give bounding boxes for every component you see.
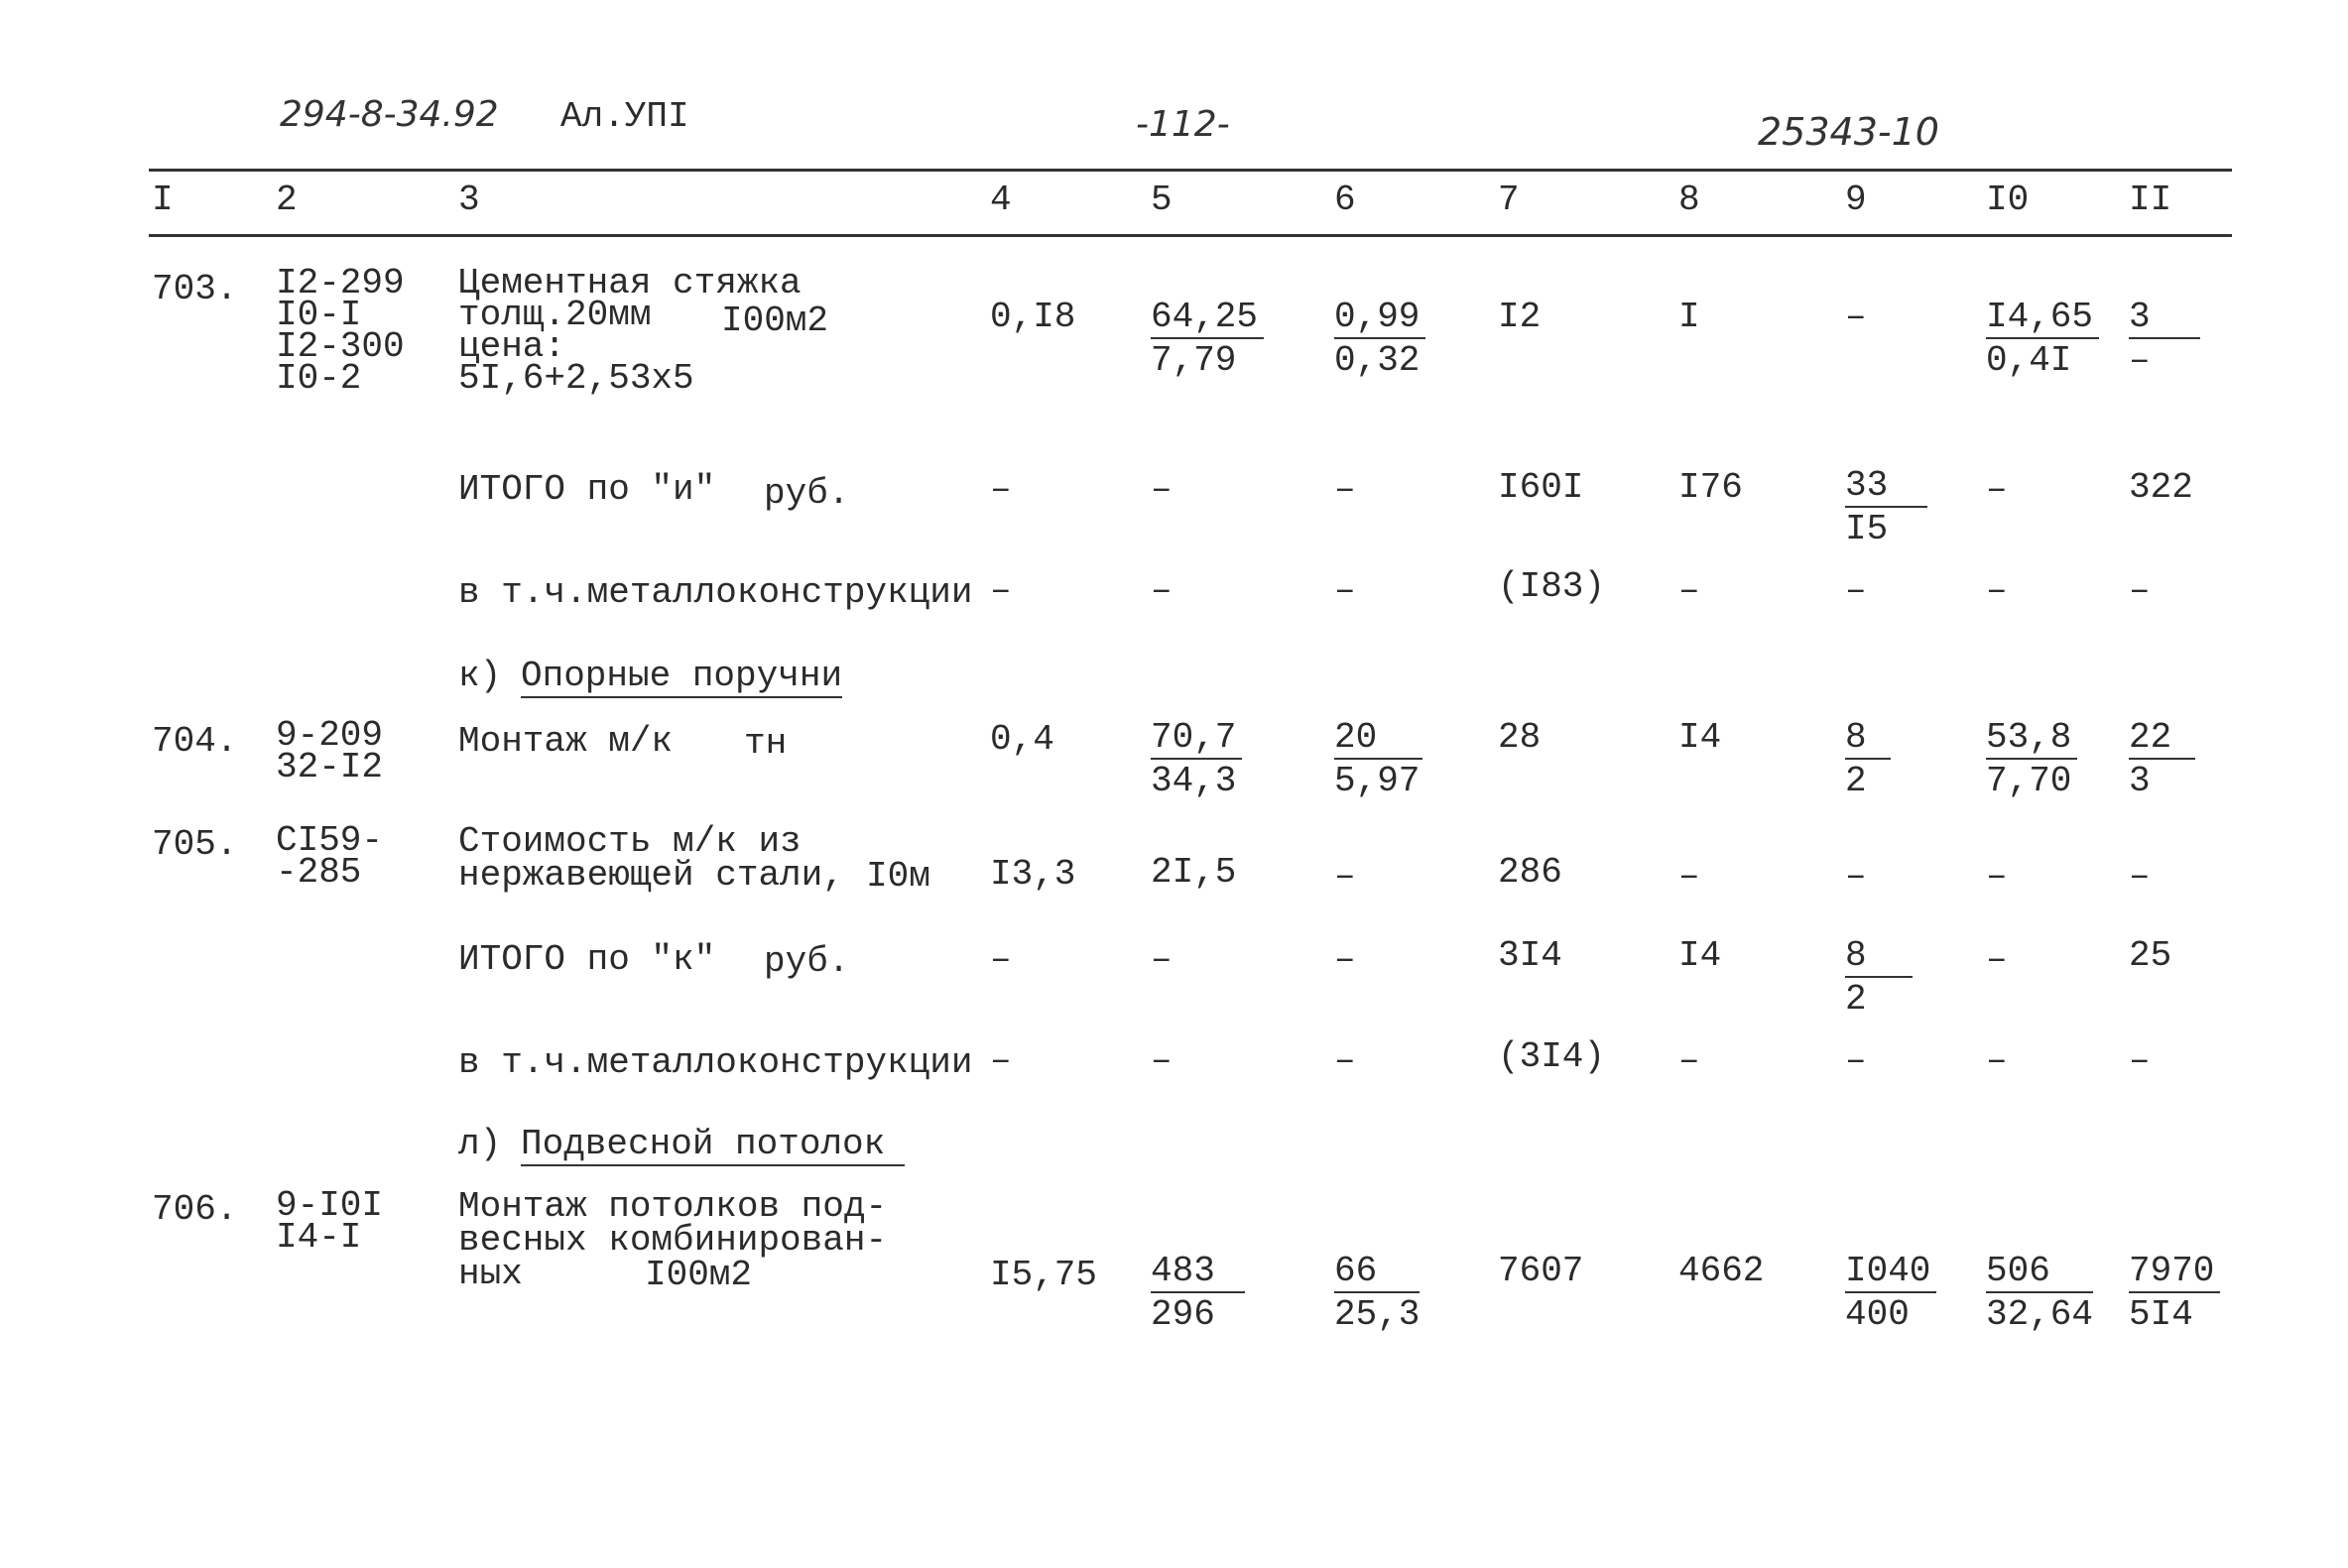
- row-703-col6: $\frac{0,99}{0,32}$: [1334, 300, 1425, 379]
- row-703-col5: $\frac{64,25}{7,79}$: [1151, 300, 1264, 379]
- metal-k-col8: –: [1678, 1040, 1700, 1081]
- row-706-col5: $\frac{483}{296}$: [1151, 1254, 1245, 1333]
- doc-number: 25343-10: [1758, 110, 1939, 154]
- row-706-col7: 7607: [1498, 1251, 1584, 1291]
- row-704-unit: тн: [744, 723, 788, 764]
- itogo-i-col8: I76: [1678, 467, 1743, 508]
- metal-i-col6: –: [1334, 570, 1356, 611]
- metal-k-label: в т.ч.металлоконструкции: [458, 1042, 973, 1083]
- row-705-col4: I3,3: [990, 854, 1076, 895]
- row-705-col10: –: [1986, 856, 2008, 897]
- col-header-8: 8: [1678, 180, 1700, 220]
- metal-i-col10: –: [1986, 570, 2008, 611]
- col-header-10: I0: [1986, 180, 2030, 220]
- row-706-codes: 9-I0I I4-I: [276, 1185, 384, 1258]
- section-k-title: Опорные поручни: [521, 656, 843, 696]
- itogo-i-col11: 322: [2129, 467, 2193, 508]
- row-704-description: Монтаж м/к: [458, 721, 674, 762]
- row-704-number: 704.: [152, 721, 238, 762]
- metal-k-col10: –: [1986, 1040, 2008, 1081]
- itogo-k-col7: 3I4: [1498, 935, 1562, 976]
- metal-i-col11: –: [2129, 570, 2151, 611]
- row-703-col7: I2: [1498, 297, 1542, 337]
- album-label: Ал.УПI: [560, 96, 689, 137]
- itogo-k-col10: –: [1986, 939, 2008, 980]
- metal-k-col4: –: [990, 1040, 1012, 1081]
- row-703-unit: I00м2: [721, 301, 829, 341]
- metal-k-col9: –: [1845, 1040, 1867, 1081]
- section-l-title: Подвесной потолок: [521, 1127, 905, 1166]
- row-706-description: Монтаж потолков под- весных комбинирован- ных: [458, 1186, 888, 1294]
- section-l-letter: л): [458, 1124, 502, 1164]
- itogo-i-col10: –: [1986, 469, 2008, 510]
- itogo-k-col11: 25: [2129, 935, 2172, 976]
- col-header-9: 9: [1845, 180, 1867, 220]
- row-703-col10: $\frac{I4,65}{0,4I}$: [1986, 300, 2099, 379]
- row-704-col10: $\frac{53,8}{7,70}$: [1986, 720, 2077, 799]
- col-header-5: 5: [1151, 180, 1173, 220]
- metal-i-col7: (I83): [1498, 566, 1606, 607]
- row-703-col11: 3 –: [2129, 300, 2200, 379]
- section-k-letter: к): [458, 656, 502, 696]
- row-706-col8: 4662: [1678, 1251, 1765, 1291]
- col-header-4: 4: [990, 180, 1012, 220]
- row-703-col8: I: [1678, 297, 1700, 337]
- itogo-i-col5: –: [1151, 469, 1173, 510]
- row-705-col5: 2I,5: [1151, 852, 1237, 893]
- row-706-number: 706.: [152, 1189, 238, 1230]
- itogo-i-unit: руб.: [764, 473, 850, 514]
- col-header-2: 2: [276, 180, 298, 220]
- row-706-col6: $\frac{66}{25,3}$: [1334, 1251, 1421, 1335]
- itogo-k-col6: –: [1334, 939, 1356, 980]
- metal-k-col5: –: [1151, 1040, 1173, 1081]
- row-705-col6: –: [1334, 856, 1356, 897]
- row-704-codes: 9-209 32-I2: [276, 715, 384, 787]
- row-703-col9: –: [1845, 297, 1867, 337]
- row-703-description: Цементная стяжка толщ.20мм цена: 5I,6+2,53х5: [458, 263, 802, 399]
- row-704-col8: I4: [1678, 717, 1722, 758]
- header-top-line: [149, 169, 2232, 172]
- col-header-6: 6: [1334, 180, 1356, 220]
- itogo-i-col7: I60I: [1498, 467, 1584, 508]
- itogo-i-col9: $\frac{33}{I5}$: [1845, 468, 1927, 547]
- itogo-k-col5: –: [1151, 939, 1173, 980]
- itogo-k-col8: I4: [1678, 935, 1722, 976]
- row-704-col5: $\frac{70,7}{34,3}$: [1151, 720, 1242, 799]
- row-705-col11: –: [2129, 856, 2151, 897]
- row-705-col8: –: [1678, 856, 1700, 897]
- page-number: -112-: [1136, 104, 1230, 145]
- row-705-unit: I0м: [866, 856, 930, 897]
- row-705-number: 705.: [152, 824, 238, 865]
- col-header-7: 7: [1498, 180, 1520, 220]
- header-bottom-line: [149, 234, 2232, 237]
- row-703-codes: I2-299 I0-I I2-300 I0-2: [276, 263, 405, 399]
- itogo-i-col4: –: [990, 469, 1012, 510]
- row-703-col4: 0,I8: [990, 297, 1076, 337]
- row-706-col9: $\frac{I040}{400}$: [1845, 1254, 1936, 1333]
- itogo-k-col9: $\frac{8}{2}$: [1845, 938, 1913, 1018]
- row-705-codes: CI59- -285: [276, 820, 384, 893]
- itogo-i-col6: –: [1334, 469, 1356, 510]
- metal-i-label: в т.ч.металлоконструкции: [458, 572, 973, 613]
- itogo-k-unit: руб.: [764, 941, 850, 982]
- col-header-11: II: [2129, 180, 2172, 220]
- metal-k-col7: (3I4): [1498, 1036, 1606, 1077]
- row-704-col9: $\frac{8}{2}$: [1845, 720, 1891, 799]
- itogo-k-label: ИТОГО по "к": [458, 939, 716, 980]
- row-706-col10: $\frac{506}{32,64}$: [1986, 1251, 2094, 1335]
- row-706-col11: $\frac{7970}{5I4}$: [2129, 1254, 2220, 1333]
- row-704-col4: 0,4: [990, 719, 1054, 760]
- col-header-3: 3: [458, 180, 480, 220]
- col-header-1: I: [152, 180, 174, 220]
- row-705-col7: 286: [1498, 852, 1562, 893]
- document-code: 294-8-34.92: [280, 94, 499, 135]
- row-705-description: Стоимость м/к из нержавеющей стали,: [458, 821, 844, 896]
- row-706-unit: I00м2: [645, 1255, 753, 1295]
- row-703-number: 703.: [152, 269, 238, 309]
- metal-k-col6: –: [1334, 1040, 1356, 1081]
- metal-i-col9: –: [1845, 570, 1867, 611]
- row-706-col4: I5,75: [990, 1255, 1098, 1295]
- row-705-col9: –: [1845, 856, 1867, 897]
- itogo-i-label: ИТОГО по "и": [458, 469, 716, 510]
- metal-i-col5: –: [1151, 570, 1173, 611]
- row-704-col6: $\frac{20}{5,97}$: [1334, 720, 1422, 799]
- itogo-k-col4: –: [990, 939, 1012, 980]
- metal-i-col4: –: [990, 570, 1012, 611]
- row-704-col11: $\frac{22}{3}$: [2129, 720, 2195, 799]
- metal-k-col11: –: [2129, 1040, 2151, 1081]
- row-704-col7: 28: [1498, 717, 1542, 758]
- metal-i-col8: –: [1678, 570, 1700, 611]
